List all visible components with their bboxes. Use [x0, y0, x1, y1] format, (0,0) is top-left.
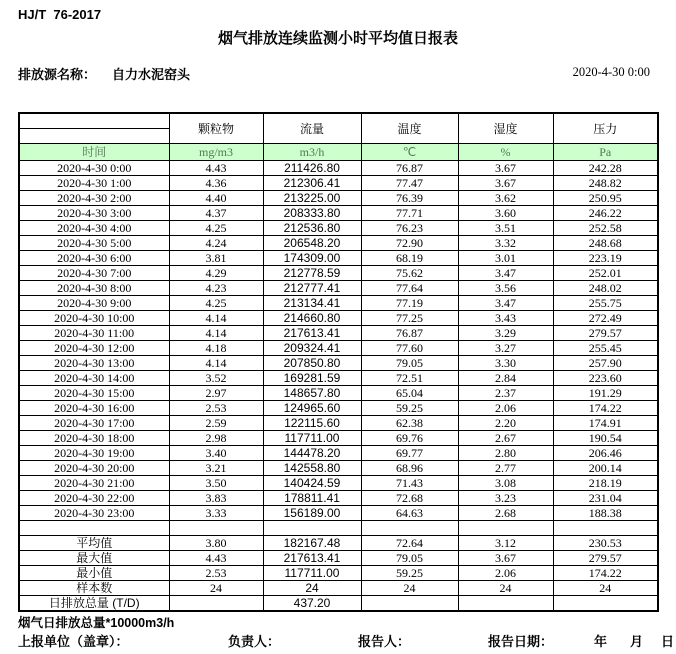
summary-value-cell: 2.06	[458, 566, 553, 581]
table-row	[19, 191, 658, 206]
table-row	[19, 161, 658, 176]
blank-header-cell	[19, 129, 169, 144]
report-date-label: 报告日期：	[488, 634, 554, 649]
value-cell: 169281.59	[263, 371, 361, 386]
time-cell: 2020-4-30 10:00	[19, 311, 169, 326]
summary-value-cell: 24	[458, 581, 553, 596]
value-cell: 255.45	[553, 341, 658, 356]
value-cell: 4.24	[169, 236, 263, 251]
summary-value-cell: 79.05	[361, 551, 458, 566]
pollutant-name-cell: 流量	[263, 113, 361, 144]
value-cell: 3.33	[169, 506, 263, 521]
value-cell: 4.23	[169, 281, 263, 296]
value-cell: 144478.20	[263, 446, 361, 461]
reporting-unit-label: 上报单位（盖章）：	[18, 634, 129, 649]
value-cell: 212306.41	[263, 176, 361, 191]
value-cell: 174.91	[553, 416, 658, 431]
value-cell: 4.40	[169, 191, 263, 206]
time-cell: 2020-4-30 7:00	[19, 266, 169, 281]
value-cell: 223.19	[553, 251, 658, 266]
value-cell: 2.80	[458, 446, 553, 461]
value-cell: 4.29	[169, 266, 263, 281]
value-cell: 252.58	[553, 221, 658, 236]
value-cell: 3.52	[169, 371, 263, 386]
value-cell: 3.56	[458, 281, 553, 296]
summary-label-cell: 最大值	[19, 551, 169, 566]
value-cell: 4.25	[169, 221, 263, 236]
table-row	[19, 266, 658, 281]
signature-line	[0, 631, 676, 649]
value-cell: 209324.41	[263, 341, 361, 356]
value-cell: 255.75	[553, 296, 658, 311]
value-cell: 71.43	[361, 476, 458, 491]
value-cell: 64.63	[361, 506, 458, 521]
summary-value-cell	[458, 596, 553, 612]
unit-cell: m3/h	[263, 144, 361, 161]
value-cell: 3.32	[458, 236, 553, 251]
value-cell: 3.29	[458, 326, 553, 341]
value-cell: 279.57	[553, 326, 658, 341]
value-cell: 2.67	[458, 431, 553, 446]
value-cell: 3.47	[458, 266, 553, 281]
value-cell: 124965.60	[263, 401, 361, 416]
time-cell: 2020-4-30 4:00	[19, 221, 169, 236]
value-cell: 178811.41	[263, 491, 361, 506]
summary-value-cell: 279.57	[553, 551, 658, 566]
source-line	[18, 64, 190, 83]
summary-rows	[19, 536, 658, 612]
value-cell: 148657.80	[263, 386, 361, 401]
value-cell: 4.14	[169, 356, 263, 371]
value-cell: 3.21	[169, 461, 263, 476]
summary-value-cell: 24	[169, 581, 263, 596]
value-cell: 223.60	[553, 371, 658, 386]
summary-value-cell: 3.67	[458, 551, 553, 566]
unit-cell: mg/m3	[169, 144, 263, 161]
value-cell: 3.62	[458, 191, 553, 206]
table-row	[19, 416, 658, 431]
time-cell: 2020-4-30 22:00	[19, 491, 169, 506]
time-cell: 2020-4-30 5:00	[19, 236, 169, 251]
value-cell: 188.38	[553, 506, 658, 521]
value-cell: 69.77	[361, 446, 458, 461]
value-cell: 3.67	[458, 176, 553, 191]
time-cell: 2020-4-30 6:00	[19, 251, 169, 266]
value-cell: 4.14	[169, 326, 263, 341]
value-cell: 211426.80	[263, 161, 361, 176]
value-cell: 79.05	[361, 356, 458, 371]
value-cell: 2.97	[169, 386, 263, 401]
value-cell: 3.60	[458, 206, 553, 221]
time-cell: 2020-4-30 1:00	[19, 176, 169, 191]
unit-cell: %	[458, 144, 553, 161]
time-cell: 2020-4-30 20:00	[19, 461, 169, 476]
value-cell: 248.82	[553, 176, 658, 191]
value-cell: 4.25	[169, 296, 263, 311]
doc-standard-code: HJ/T 76-2017	[18, 7, 102, 22]
report-table	[18, 112, 659, 612]
responsible-person-label: 负责人：	[228, 634, 281, 649]
table-row	[19, 341, 658, 356]
summary-value-cell: 24	[553, 581, 658, 596]
value-cell: 76.87	[361, 161, 458, 176]
summary-value-cell: 2.53	[169, 566, 263, 581]
table-row	[19, 461, 658, 476]
summary-value-cell: 230.53	[553, 536, 658, 551]
table-row	[19, 371, 658, 386]
time-cell: 2020-4-30 2:00	[19, 191, 169, 206]
value-cell: 4.43	[169, 161, 263, 176]
report-datetime: 2020-4-30 0:00	[572, 65, 650, 79]
value-cell: 3.81	[169, 251, 263, 266]
empty-cell	[553, 521, 658, 536]
table-row	[19, 431, 658, 446]
value-cell: 72.90	[361, 236, 458, 251]
time-cell: 2020-4-30 16:00	[19, 401, 169, 416]
value-cell: 250.95	[553, 191, 658, 206]
year-label: 年	[594, 634, 608, 649]
empty-cell	[19, 521, 169, 536]
value-cell: 3.01	[458, 251, 553, 266]
pollutant-name-cell: 压力	[553, 113, 658, 144]
value-cell: 4.37	[169, 206, 263, 221]
table-head	[19, 113, 658, 161]
summary-label-cell: 样本数	[19, 581, 169, 596]
value-cell: 2.77	[458, 461, 553, 476]
value-cell: 2.06	[458, 401, 553, 416]
unit-cell: Pa	[553, 144, 658, 161]
summary-label-cell: 最小值	[19, 566, 169, 581]
table-row	[19, 326, 658, 341]
value-cell: 212778.59	[263, 266, 361, 281]
value-cell: 77.64	[361, 281, 458, 296]
summary-label-cell: 平均值	[19, 536, 169, 551]
pollutant-name-cell: 颗粒物	[169, 113, 263, 144]
table-row	[19, 386, 658, 401]
table-row	[19, 206, 658, 221]
value-cell: 75.62	[361, 266, 458, 281]
value-cell: 4.18	[169, 341, 263, 356]
table-row	[19, 251, 658, 266]
pollutant-header-row	[19, 113, 658, 129]
emission-total-note: 烟气日排放总量*10000m3/h	[18, 616, 175, 630]
table-row	[19, 236, 658, 251]
time-cell: 2020-4-30 23:00	[19, 506, 169, 521]
summary-value-cell: 182167.48	[263, 536, 361, 551]
value-cell: 174.22	[553, 401, 658, 416]
value-cell: 190.54	[553, 431, 658, 446]
value-cell: 248.02	[553, 281, 658, 296]
time-cell: 2020-4-30 14:00	[19, 371, 169, 386]
summary-value-cell: 72.64	[361, 536, 458, 551]
value-cell: 69.76	[361, 431, 458, 446]
source-name-label: 排放源名称：	[18, 67, 97, 82]
value-cell: 3.30	[458, 356, 553, 371]
value-cell: 2.59	[169, 416, 263, 431]
value-cell: 3.47	[458, 296, 553, 311]
month-label: 月	[630, 634, 644, 649]
value-cell: 3.83	[169, 491, 263, 506]
value-cell: 212777.41	[263, 281, 361, 296]
empty-cell	[361, 521, 458, 536]
blank-header-cell	[19, 113, 169, 129]
unit-header-row	[19, 144, 658, 161]
value-cell: 206548.20	[263, 236, 361, 251]
table-row	[19, 296, 658, 311]
table-row	[19, 446, 658, 461]
summary-value-cell: 24	[263, 581, 361, 596]
value-cell: 246.22	[553, 206, 658, 221]
value-cell: 156189.00	[263, 506, 361, 521]
value-cell: 191.29	[553, 386, 658, 401]
value-cell: 252.01	[553, 266, 658, 281]
value-cell: 142558.80	[263, 461, 361, 476]
unit-cell: ℃	[361, 144, 458, 161]
summary-value-cell: 174.22	[553, 566, 658, 581]
value-cell: 212536.80	[263, 221, 361, 236]
summary-value-cell	[169, 596, 263, 612]
value-cell: 174309.00	[263, 251, 361, 266]
value-cell: 4.36	[169, 176, 263, 191]
value-cell: 214660.80	[263, 311, 361, 326]
time-cell: 2020-4-30 0:00	[19, 161, 169, 176]
summary-row	[19, 596, 658, 612]
summary-value-cell: 3.80	[169, 536, 263, 551]
value-cell: 248.68	[553, 236, 658, 251]
value-cell: 77.19	[361, 296, 458, 311]
value-cell: 218.19	[553, 476, 658, 491]
page-title: 烟气排放连续监测小时平均值日报表	[217, 30, 458, 47]
summary-value-cell: 437.20	[263, 596, 361, 612]
value-cell: 3.51	[458, 221, 553, 236]
value-cell: 117711.00	[263, 431, 361, 446]
time-cell: 2020-4-30 18:00	[19, 431, 169, 446]
value-cell: 200.14	[553, 461, 658, 476]
summary-value-cell	[553, 596, 658, 612]
time-cell: 2020-4-30 21:00	[19, 476, 169, 491]
value-cell: 3.23	[458, 491, 553, 506]
value-cell: 3.27	[458, 341, 553, 356]
table-row	[19, 221, 658, 236]
reporter-label: 报告人：	[358, 634, 411, 649]
value-cell: 68.96	[361, 461, 458, 476]
value-cell: 206.46	[553, 446, 658, 461]
time-cell: 2020-4-30 19:00	[19, 446, 169, 461]
summary-value-cell	[361, 596, 458, 612]
summary-value-cell: 59.25	[361, 566, 458, 581]
table-row	[19, 506, 658, 521]
summary-label-cell: 日排放总量 (T/D)	[19, 596, 169, 612]
value-cell: 3.40	[169, 446, 263, 461]
value-cell: 68.19	[361, 251, 458, 266]
summary-row	[19, 581, 658, 596]
table-row	[19, 311, 658, 326]
value-cell: 2.53	[169, 401, 263, 416]
value-cell: 62.38	[361, 416, 458, 431]
value-cell: 208333.80	[263, 206, 361, 221]
summary-row	[19, 536, 658, 551]
value-cell: 3.67	[458, 161, 553, 176]
value-cell: 65.04	[361, 386, 458, 401]
value-cell: 272.49	[553, 311, 658, 326]
table-row	[19, 401, 658, 416]
value-cell: 4.14	[169, 311, 263, 326]
value-cell: 77.47	[361, 176, 458, 191]
value-cell: 207850.80	[263, 356, 361, 371]
pollutant-name-cell: 温度	[361, 113, 458, 144]
value-cell: 3.50	[169, 476, 263, 491]
value-cell: 3.08	[458, 476, 553, 491]
value-cell: 76.23	[361, 221, 458, 236]
summary-value-cell: 217613.41	[263, 551, 361, 566]
time-cell: 2020-4-30 8:00	[19, 281, 169, 296]
table-row	[19, 491, 658, 506]
empty-cell	[263, 521, 361, 536]
summary-row	[19, 551, 658, 566]
value-cell: 72.51	[361, 371, 458, 386]
time-cell: 2020-4-30 12:00	[19, 341, 169, 356]
empty-cell	[169, 521, 263, 536]
value-cell: 77.25	[361, 311, 458, 326]
value-cell: 76.39	[361, 191, 458, 206]
value-cell: 213225.00	[263, 191, 361, 206]
value-cell: 3.43	[458, 311, 553, 326]
value-cell: 231.04	[553, 491, 658, 506]
value-cell: 72.68	[361, 491, 458, 506]
time-cell: 2020-4-30 15:00	[19, 386, 169, 401]
value-cell: 140424.59	[263, 476, 361, 491]
day-label: 日	[661, 634, 675, 649]
value-cell: 2.98	[169, 431, 263, 446]
time-cell: 2020-4-30 3:00	[19, 206, 169, 221]
value-cell: 213134.41	[263, 296, 361, 311]
value-cell: 122115.60	[263, 416, 361, 431]
value-cell: 2.68	[458, 506, 553, 521]
value-cell: 217613.41	[263, 326, 361, 341]
summary-value-cell: 24	[361, 581, 458, 596]
value-cell: 257.90	[553, 356, 658, 371]
time-cell: 2020-4-30 11:00	[19, 326, 169, 341]
summary-row	[19, 566, 658, 581]
value-cell: 2.84	[458, 371, 553, 386]
summary-value-cell: 3.12	[458, 536, 553, 551]
value-cell: 2.37	[458, 386, 553, 401]
value-cell: 76.87	[361, 326, 458, 341]
spacer-row	[19, 521, 658, 536]
value-cell: 242.28	[553, 161, 658, 176]
value-cell: 59.25	[361, 401, 458, 416]
table-row	[19, 356, 658, 371]
time-cell: 2020-4-30 9:00	[19, 296, 169, 311]
time-cell: 2020-4-30 17:00	[19, 416, 169, 431]
pollutant-name-cell: 湿度	[458, 113, 553, 144]
table-row	[19, 476, 658, 491]
value-cell: 77.71	[361, 206, 458, 221]
value-cell: 2.20	[458, 416, 553, 431]
summary-value-cell: 117711.00	[263, 566, 361, 581]
table-row	[19, 281, 658, 296]
time-cell: 2020-4-30 13:00	[19, 356, 169, 371]
table-row	[19, 176, 658, 191]
summary-value-cell: 4.43	[169, 551, 263, 566]
source-name-value: 自力水泥窑头	[112, 67, 191, 82]
empty-cell	[458, 521, 553, 536]
time-header-cell: 时间	[19, 144, 169, 161]
value-cell: 77.60	[361, 341, 458, 356]
hour-rows	[19, 161, 658, 536]
